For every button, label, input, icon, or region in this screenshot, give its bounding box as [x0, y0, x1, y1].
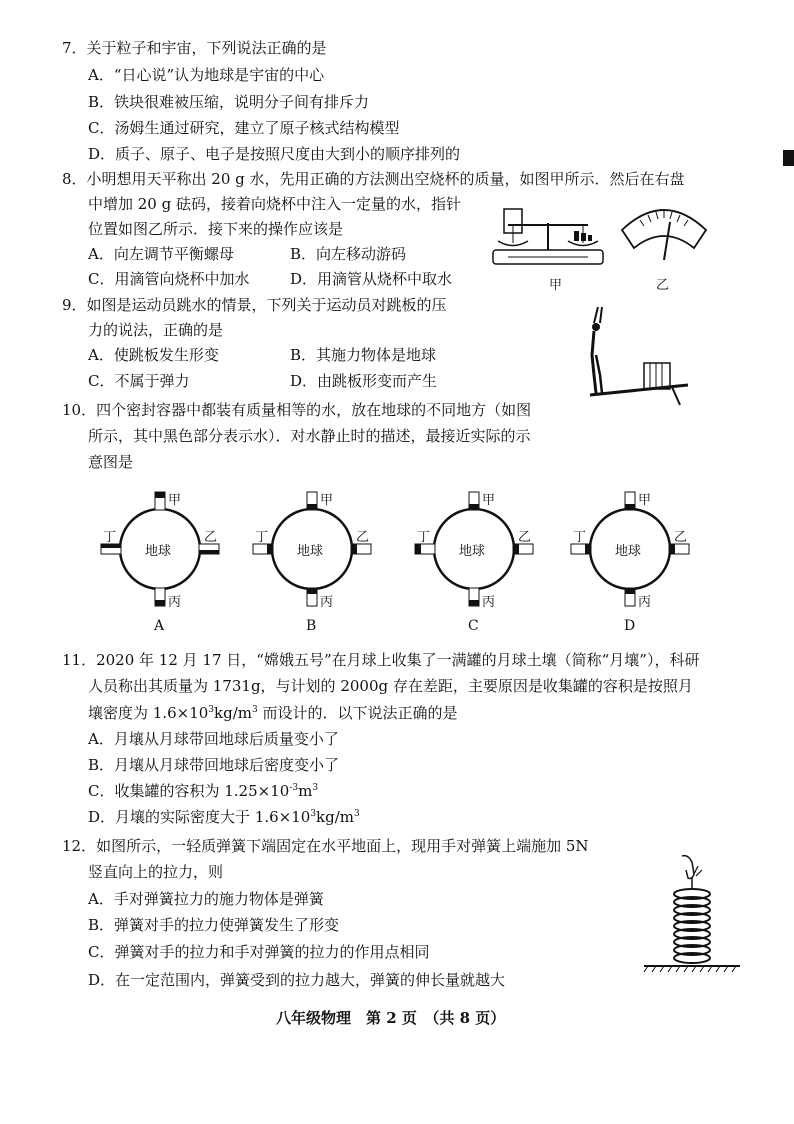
q11-stem-line3: 壤密度为 $1.6\times 10^3kg/m^3$ 而设计的．以下说法正确的是: [88, 704, 458, 722]
q7-option-d: D．质子、原子、电子是按照尺度由大到小的顺序排列的: [88, 145, 461, 163]
q10-stem-line1: 10．四个密封容器中都装有质量相等的水，放在地球的不同地方（如图: [62, 401, 532, 419]
q7-stem: 7．关于粒子和宇宙，下列说法正确的是: [62, 39, 327, 57]
q8-stem-line2: 中增加 20 g 砝码，接着向烧杯中注入一定量的水，指针: [88, 195, 461, 213]
q12-option-b: B．弹簧对手的拉力使弹簧发生了形变: [88, 916, 340, 934]
earth-label-d: 地球: [615, 544, 642, 559]
q10-stem-line3: 意图是: [88, 453, 134, 471]
page-footer: 八年级物理 第 2 页 （共 8 页）: [276, 1009, 506, 1027]
q11-stem-line2: 人员称出其质量为 1731g，与计划的 2000g 存在差距，主要原因是收集罐的容积是按照月: [88, 677, 693, 695]
earth-label-c: 地球: [459, 544, 486, 559]
container-ding-a: 丁: [103, 530, 117, 545]
container-yi-d: 乙: [674, 530, 688, 545]
q11-option-b: B．月壤从月球带回地球后密度变小了: [88, 756, 340, 774]
container-bing-d: 丙: [638, 595, 652, 610]
q11-option-a: A．月壤从月球带回地球后质量变小了: [88, 730, 339, 748]
container-yi-a: 乙: [204, 530, 218, 545]
q9-option-d: D．由跳板形变而产生: [290, 372, 438, 390]
q8-option-b: B．向左移动游码: [290, 245, 407, 263]
container-bing-b: 丙: [320, 595, 334, 610]
pointer-dial-figure: [618, 200, 710, 262]
container-bing-c: 丙: [482, 595, 496, 610]
q8-stem-line3: 位置如图乙所示．接下来的操作应该是: [88, 220, 344, 238]
q8-option-a: A．向左调节平衡螺母: [88, 245, 234, 263]
q12-stem-line2: 竖直向上的拉力，则: [88, 863, 224, 881]
q7-option-b: B．铁块很难被压缩，说明分子间有排斥力: [88, 93, 370, 111]
earth-label-b: 地球: [297, 544, 324, 559]
q9-option-c: C．不属于弹力: [88, 372, 190, 390]
container-yi-c: 乙: [518, 530, 532, 545]
container-ding-b: 丁: [255, 530, 269, 545]
earth-label-a: 地球: [145, 544, 172, 559]
option-label-a: A: [154, 618, 165, 634]
figure-label-jia: 甲: [549, 278, 563, 293]
q12-option-d: D．在一定范围内，弹簧受到的拉力越大，弹簧的伸长量就越大: [88, 971, 506, 989]
container-ding-d: 丁: [573, 530, 587, 545]
edge-mark: [783, 150, 794, 166]
option-label-d: D: [624, 618, 636, 634]
container-bing-a: 丙: [168, 595, 182, 610]
q8-stem-line1: 8．小明想用天平称出 20 g 水，先用正确的方法测出空烧杯的质量，如图甲所示．然后在右盘: [62, 170, 685, 188]
q12-stem-line1: 12．如图所示，一轻质弹簧下端固定在水平地面上，现用手对弹簧上端施加 5N: [62, 837, 589, 855]
container-yi-b: 乙: [356, 530, 370, 545]
q11-option-d: D．月壤的实际密度大于 $1.6\times 10^3kg/m^3$: [88, 808, 360, 826]
container-jia-c: 甲: [482, 493, 496, 508]
q7-option-a: A．“日心说”认为地球是宇宙的中心: [88, 66, 325, 84]
q9-stem-line1: 9．如图是运动员跳水的情景，下列关于运动员对跳板的压: [62, 296, 447, 314]
container-jia-b: 甲: [320, 493, 334, 508]
q12-option-a: A．手对弹簧拉力的施力物体是弹簧: [88, 890, 324, 908]
option-label-c: C: [468, 618, 479, 634]
figure-label-yi: 乙: [656, 278, 670, 293]
option-label-b: B: [306, 618, 317, 634]
q9-option-a: A．使跳板发生形变: [88, 346, 219, 364]
balance-figure: [488, 195, 608, 270]
q10-stem-line2: 所示，其中黑色部分表示水）．对水静止时的描述，最接近实际的示: [88, 427, 531, 445]
container-jia-d: 甲: [638, 493, 652, 508]
container-ding-c: 丁: [417, 530, 431, 545]
diver-figure: [580, 305, 690, 410]
q9-stem-line2: 力的说法，正确的是: [88, 321, 224, 339]
q12-option-c: C．弹簧对手的拉力和手对弹簧的拉力的作用点相同: [88, 943, 430, 961]
q7-option-c: C．汤姆生通过研究，建立了原子核式结构模型: [88, 119, 400, 137]
q11-stem-line1: 11．2020 年 12 月 17 日，“嫦娥五号”在月球上收集了一满罐的月球土壤（简称“月壤”），科研: [62, 651, 700, 669]
spring-figure: [642, 852, 742, 974]
q11-option-c: C．收集罐的容积为 $1.25\times 10^{-3}m^3$: [88, 782, 319, 800]
q8-option-c: C．用滴管向烧杯中加水: [88, 270, 250, 288]
container-jia-a: 甲: [168, 493, 182, 508]
q9-option-b: B．其施力物体是地球: [290, 346, 437, 364]
q8-option-d: D．用滴管从烧杯中取水: [290, 270, 453, 288]
